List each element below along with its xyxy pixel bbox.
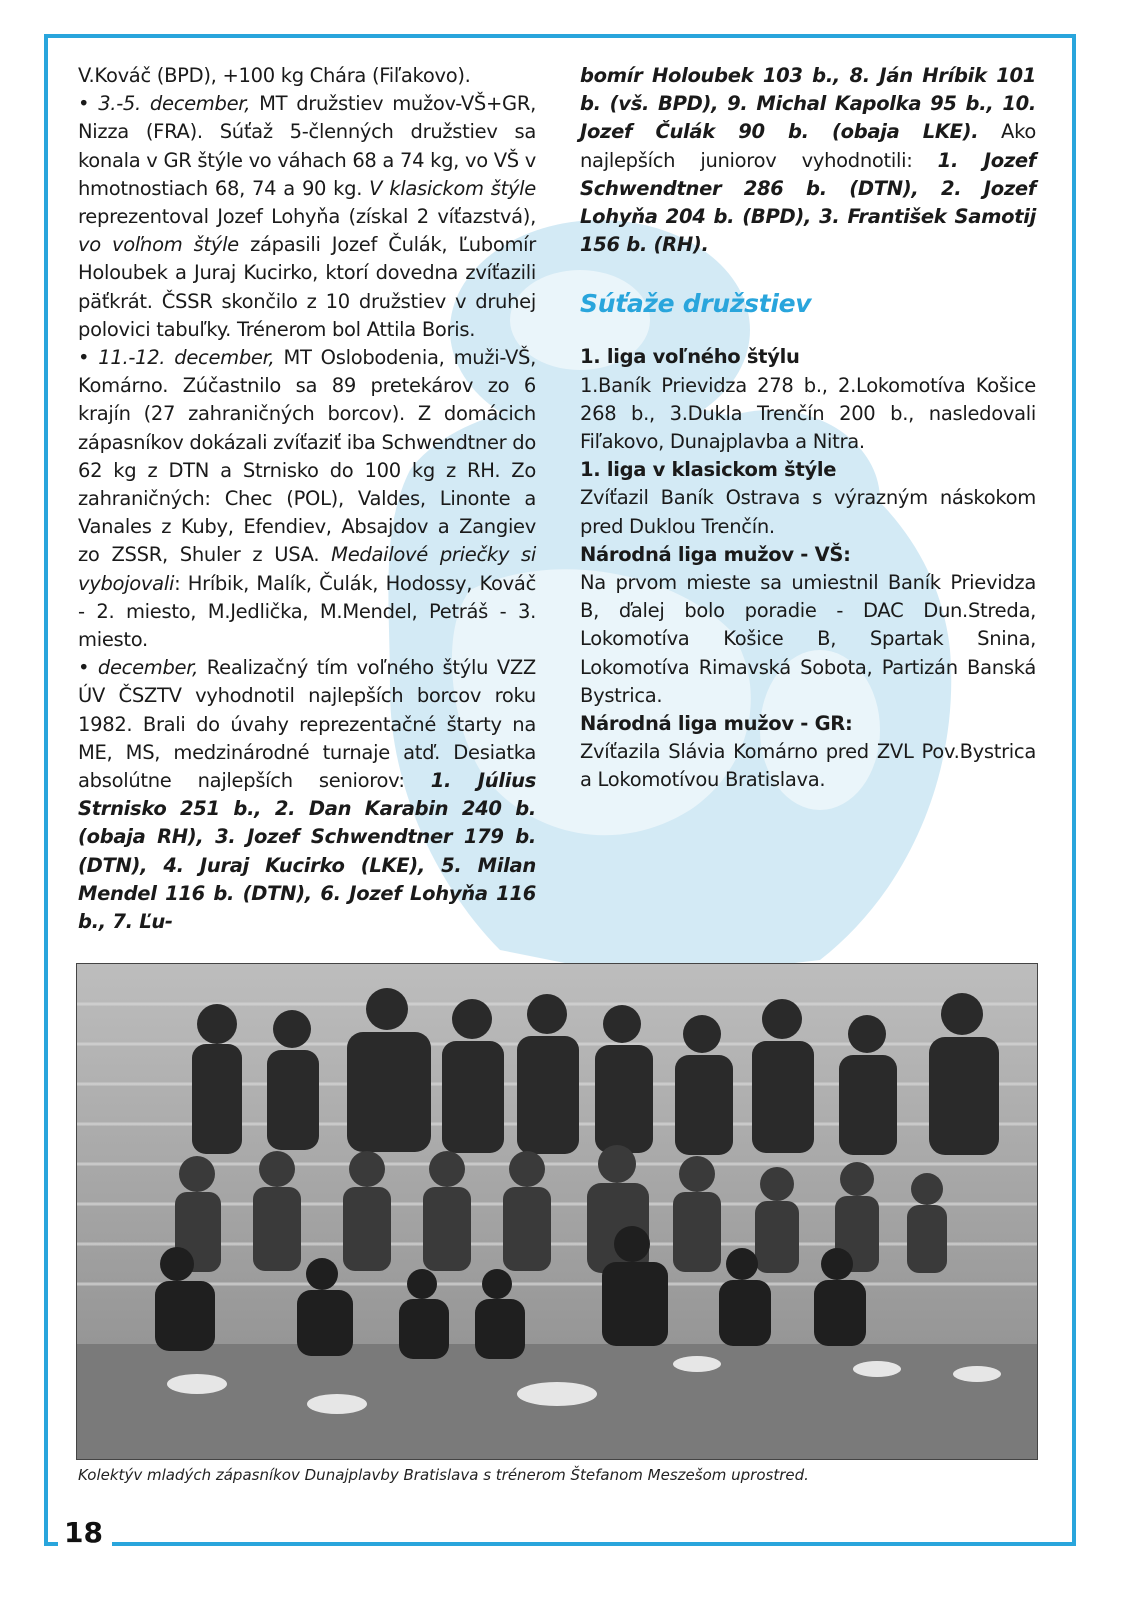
subheading: Národná liga mužov - GR:	[580, 712, 853, 736]
section-title: Súťaže družstiev	[580, 289, 812, 319]
page-number: 18	[64, 1516, 103, 1549]
text-paragraph: bomír Holoubek 103 b., 8. Ján Hríbik 101 b. (vš. BPD), 9. Michal Kapolka 95 b., 10. Jozef Čulák 90 b. (obaja LKE). Ako najlepších juniorov vyhodnotili: 1. Jozef Schwendtner 286 b. (DTN), 2. Jozef Lohyňa 204 b. (BPD), 3. František Samotij 156 b. (RH).	[580, 64, 1036, 257]
text-paragraph: Zvíťazila Slávia Komárno pred ZVL Pov.Bystrica a Lokomotívou Bratislava.	[580, 740, 1036, 792]
team-photo	[76, 963, 1038, 1460]
frame-bottom	[112, 1542, 1076, 1546]
subheading: 1. liga v klasickom štýle	[580, 458, 837, 482]
text-paragraph: • 3.-5. december, MT družstiev mužov-VŠ+GR, Nizza (FRA). Súťaž 5-členných družstiev sa konala v GR štýle vo váhach 68 a 74 kg, vo VŠ v hmotnostiach 68, 74 a 90 kg. V klasickom štýle reprezentoval Jozef Lohyňa (získal 2 víťazstvá), vo voľnom štýle zápasili Jozef Čulák, Ľubomír Holoubek a Juraj Kucirko, ktorí dovedna zvíťazili päťkrát. ČSSR skončilo z 10 družstiev v druhej polovici tabuľky. Trénerom bol Attila Boris.	[78, 92, 536, 341]
text-paragraph: • 11.-12. december, MT Oslobodenia, muži-VŠ, Komárno. Zúčastnilo sa 89 pretekárov zo 6 krajín (27 zahraničných borcov). Z domácich zápasníkov dokázali zvíťaziť iba Schwendtner do 62 kg z DTN a Strnisko do 100 kg z RH. Zo zahraničných: Chec (POL), Valdes, Linonte a Vanales z Kuby, Efendiev, Absajdov a Zangiev zo ZSSR, Shuler z USA. Medailové priečky si vybojovali: Hríbik, Malík, Čulák, Hodossy, Kováč - 2. miesto, M.Jedlička, M.Mendel, Petráš - 3. miesto.	[78, 346, 536, 652]
text-paragraph: • december, Realizačný tím voľného štýlu VZZ ÚV ČSZTV vyhodnotil najlepších borcov roku 1982. Brali do úvahy reprezentačné štarty na ME, MS, medzinárodné turnaje atď. Desiatka absolútne najlepších seniorov: 1. Július Strnisko 251 b., 2. Dan Karabin 240 b. (obaja RH), 3. Jozef Schwendtner 179 b. (DTN), 4. Juraj Kucirko (LKE), 5. Milan Mendel 116 b. (DTN), 6. Jozef Lohyňa 116 b., 7. Ľu-	[78, 656, 537, 934]
text-paragraph: Zvíťazil Baník Ostrava s výrazným náskokom pred Duklou Trenčín.	[580, 486, 1036, 538]
right-column	[580, 62, 1036, 795]
frame-bottom-left	[44, 1542, 58, 1546]
text-paragraph: 1.Baník Prievidza 278 b., 2.Lokomotíva Košice 268 b., 3.Dukla Trenčín 200 b., nasledovali Fiľakovo, Dunajplavba a Nitra.	[580, 373, 1036, 454]
left-column	[78, 62, 536, 936]
team-photo-image	[77, 964, 1038, 1460]
text-paragraph: Na prvom mieste sa umiestnil Baník Prievidza B, ďalej bolo poradie - DAC Dun.Streda, Lokomotíva Košice B, Spartak Snina, Lokomotíva Rimavská Sobota, Partizán Banská Bystrica.	[580, 571, 1036, 707]
subheading: 1. liga voľného štýlu	[580, 345, 800, 369]
text-paragraph: V.Kováč (BPD), +100 kg Chára (Fiľakovo).	[78, 64, 471, 87]
subheading: Národná liga mužov - VŠ:	[580, 542, 851, 566]
photo-caption: Kolektýv mladých zápasníkov Dunajplavby Bratislava s trénerom Štefanom Meszešom uprostred.	[78, 1466, 809, 1484]
